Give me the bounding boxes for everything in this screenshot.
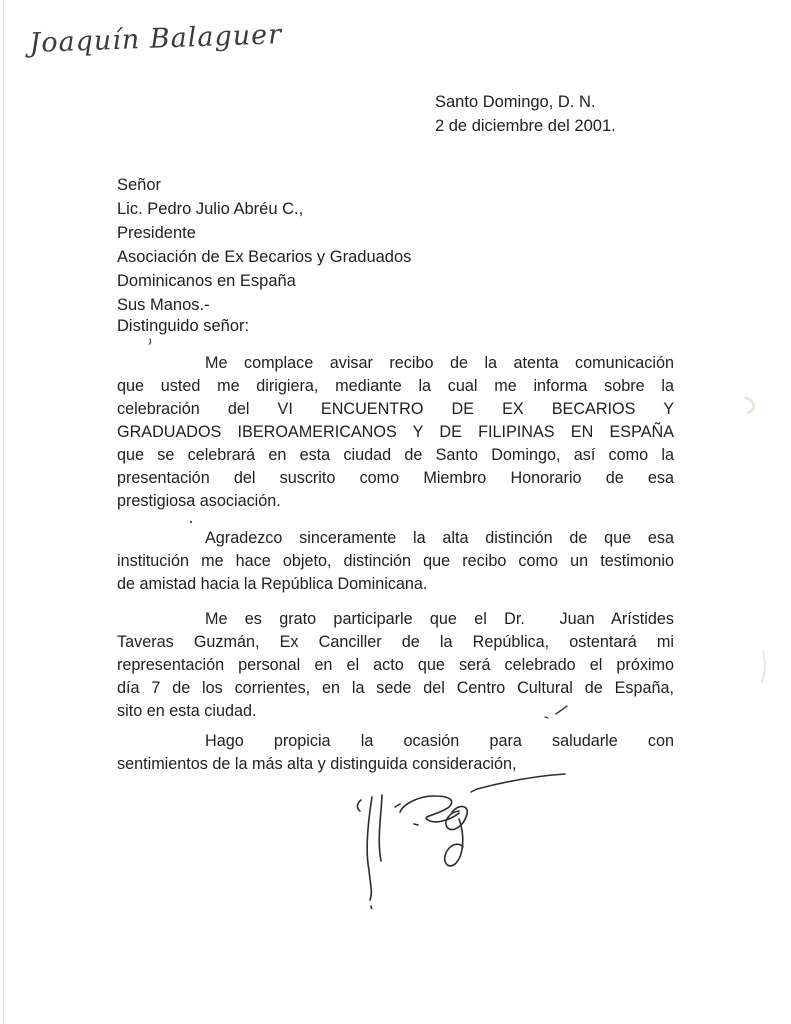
- body-line: Hago propicia la ocasión para saludarle con: [205, 732, 674, 750]
- scan-edge-artifact: [3, 0, 4, 1024]
- body-line: que se celebrará en esta ciudad de Santo Domingo, así como la: [117, 446, 674, 464]
- recipient-line: Señor: [117, 176, 162, 194]
- body-line: Me es grato participarle que el Dr. Juan Arístides: [205, 610, 674, 628]
- body-line: Agradezco sinceramente la alta distinción de que esa: [205, 529, 674, 547]
- dateline-date: 2 de diciembre del 2001.: [435, 117, 616, 135]
- paragraph-4: [117, 730, 674, 776]
- dateline-city: Santo Domingo, D. N.: [435, 93, 596, 111]
- body-line: prestigiosa asociación.: [117, 492, 281, 510]
- body-line: Taveras Guzmán, Ex Canciller de la República, ostentará mi: [117, 633, 674, 651]
- recipient-line: Presidente: [117, 224, 196, 242]
- letterhead-signature-name: Joaquín Balaguer: [28, 19, 283, 59]
- scan-dot-artifact: [190, 521, 192, 523]
- paragraph-1: [117, 352, 674, 513]
- body-line: día 7 de los corrientes, en la sede del Centro Cultural de España,: [117, 679, 674, 697]
- recipient-line: Dominicanos en España: [117, 272, 296, 290]
- body-line: sito en esta ciudad.: [117, 702, 257, 720]
- scan-smudge-artifact: [746, 398, 754, 413]
- scan-smudge-artifact: [762, 652, 765, 682]
- scan-dot-artifact: [149, 339, 150, 344]
- paragraph-3: [117, 608, 674, 723]
- recipient-line: Sus Manos.-: [117, 296, 210, 314]
- pen-underline: [471, 774, 565, 792]
- body-line: presentación del suscrito como Miembro Honorario de esa: [117, 469, 674, 487]
- body-line: institución me hace objeto, distinción que recibo como un testimonio: [117, 552, 674, 570]
- body-line: GRADUADOS IBEROAMERICANOS Y DE FILIPINAS EN ESPAÑA: [117, 423, 674, 441]
- recipient-line: Asociación de Ex Becarios y Graduados: [117, 248, 412, 266]
- salutation: Distinguido señor:: [117, 317, 250, 335]
- recipient-block: [117, 173, 411, 317]
- dateline-block: [435, 90, 616, 138]
- signature-scribble: [357, 795, 467, 909]
- body-line: que usted me dirigiera, mediante la cual me informa sobre la: [117, 377, 674, 395]
- body-line: sentimientos de la más alta y distinguida consideración,: [117, 755, 517, 773]
- body-line: de amistad hacia la República Dominicana.: [117, 575, 428, 593]
- recipient-line: Lic. Pedro Julio Abréu C.,: [117, 200, 304, 218]
- body-line: representación personal en el acto que será celebrado el próximo: [117, 656, 674, 674]
- body-line: Me complace avisar recibo de la atenta comunicación: [205, 354, 674, 372]
- paragraph-2: [117, 527, 674, 596]
- body-line: celebración del VI ENCUENTRO DE EX BECARIOS Y: [117, 400, 674, 418]
